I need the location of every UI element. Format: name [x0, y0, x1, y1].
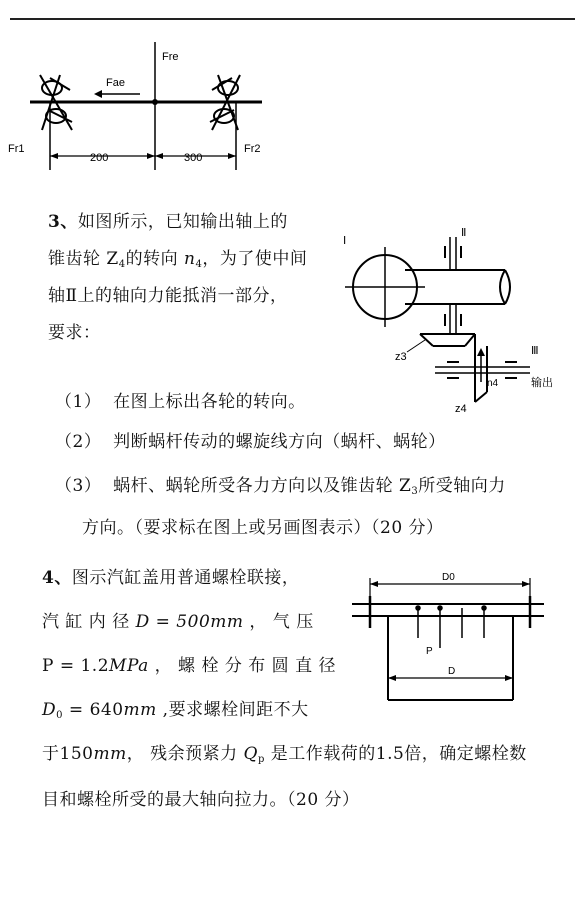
q3-item2-text: 判断蜗杆传动的螺旋线方向（蜗杆、蜗轮）: [113, 432, 446, 452]
q3-line2b: 的转向: [125, 249, 184, 269]
q3-line2: [48, 247, 307, 277]
p-label: P: [426, 646, 433, 657]
q3-item3-sub: 3: [411, 486, 419, 497]
q4-line3b: MPa: [109, 656, 149, 676]
fae-label: Fae: [106, 77, 125, 89]
q3-line4: 要求：: [48, 323, 101, 343]
q4-line4d: ,要求螺栓间距不大: [156, 700, 309, 720]
q3-line2-n: n: [184, 249, 196, 269]
d0-label: D0: [442, 572, 455, 583]
z3-label: z3: [395, 351, 407, 363]
q4-line3: [42, 654, 336, 678]
q4-line5a: 于150: [42, 744, 94, 764]
q3-item2: [55, 430, 446, 454]
q4-line4a: D: [42, 700, 57, 720]
fre-label: Fre: [162, 51, 179, 63]
top-rule: [10, 18, 575, 20]
q4-line5q: Q: [243, 744, 258, 764]
q3-line2c: ，为了使中间: [202, 249, 308, 269]
q4-line5q-sub: p: [257, 754, 265, 765]
q3-line1-text: 如图所示，已知输出轴上的: [77, 212, 288, 232]
q3-sep: 、: [60, 212, 78, 232]
q3-item3b: 所受轴向力: [418, 476, 506, 496]
q3-item1-num: （1）: [55, 392, 102, 412]
q3-line2-nsub: 4: [195, 259, 203, 270]
q3-item2-num: （2）: [55, 432, 102, 452]
q3-item3a: 蜗杆、蜗轮所受各力方向以及锥齿轮 Z: [113, 476, 412, 496]
roman-1-label: Ⅰ: [343, 235, 347, 247]
q3-line3: 轴Ⅱ上的轴向力能抵消一部分，: [48, 286, 288, 306]
q4-number: 4: [42, 568, 55, 588]
roman-2-label: Ⅱ: [461, 227, 467, 239]
roman-3-label: Ⅲ: [531, 345, 539, 357]
q4-line1-text: 图示汽缸盖用普通螺栓联接，: [71, 568, 300, 588]
bearing-force-diagram: [0, 30, 300, 180]
q4-line3a: P = 1.2: [42, 656, 110, 676]
q4-line4: [42, 698, 309, 728]
q3-line2a: 锥齿轮 Z: [48, 249, 119, 269]
q4-line4c: mm: [123, 700, 157, 720]
n4-label: n4: [487, 378, 499, 389]
gear-train-diagram: [335, 222, 570, 417]
q3-line2-sub: 4: [118, 259, 126, 270]
q4-line5: [42, 742, 527, 772]
q4-line5b: mm: [93, 744, 127, 764]
q3-item1: [55, 390, 306, 414]
dim-right-label: 300: [184, 152, 203, 164]
q4-line2: [42, 610, 314, 634]
q4-line2c: ， 气 压: [243, 612, 314, 632]
q3-item3-cont: 方向。（要求标在图上或另画图表示）（20 分）: [82, 518, 444, 538]
q4-line2b: D = 500mm: [135, 612, 244, 632]
output-label: 输出: [531, 377, 553, 389]
q3-number: 3: [48, 212, 61, 232]
q4-line4b: = 640: [63, 700, 124, 720]
q4-line5c: ， 残余预紧力: [126, 744, 244, 764]
q4-sep: 、: [54, 568, 72, 588]
q3-item3: [55, 474, 506, 504]
q4-line4-sub: 0: [56, 710, 64, 721]
bevel-gear-z3-icon: [420, 334, 475, 346]
fr1-label: Fr1: [8, 143, 25, 155]
q3-line1: [48, 210, 288, 234]
cylinder-cover-diagram: [348, 568, 548, 718]
q4-line3c: ， 螺 栓 分 布 圆 直 径: [148, 656, 336, 676]
dim-left-label: 200: [90, 152, 109, 164]
q3-item3-num: （3）: [55, 476, 102, 496]
q3-item1-text: 在图上标出各轮的转向。: [113, 392, 306, 412]
fr2-label: Fr2: [244, 143, 261, 155]
q4-line1: [42, 566, 299, 590]
q4-line2a: 汽 缸 内 径: [42, 612, 136, 632]
d-label: D: [448, 666, 456, 677]
z4-label: z4: [455, 403, 467, 415]
q4-line6: 目和螺栓所受的最大轴向拉力。（20 分）: [42, 790, 360, 810]
q4-line5d: 是工作载荷的1.5倍，确定螺栓数: [264, 744, 527, 764]
